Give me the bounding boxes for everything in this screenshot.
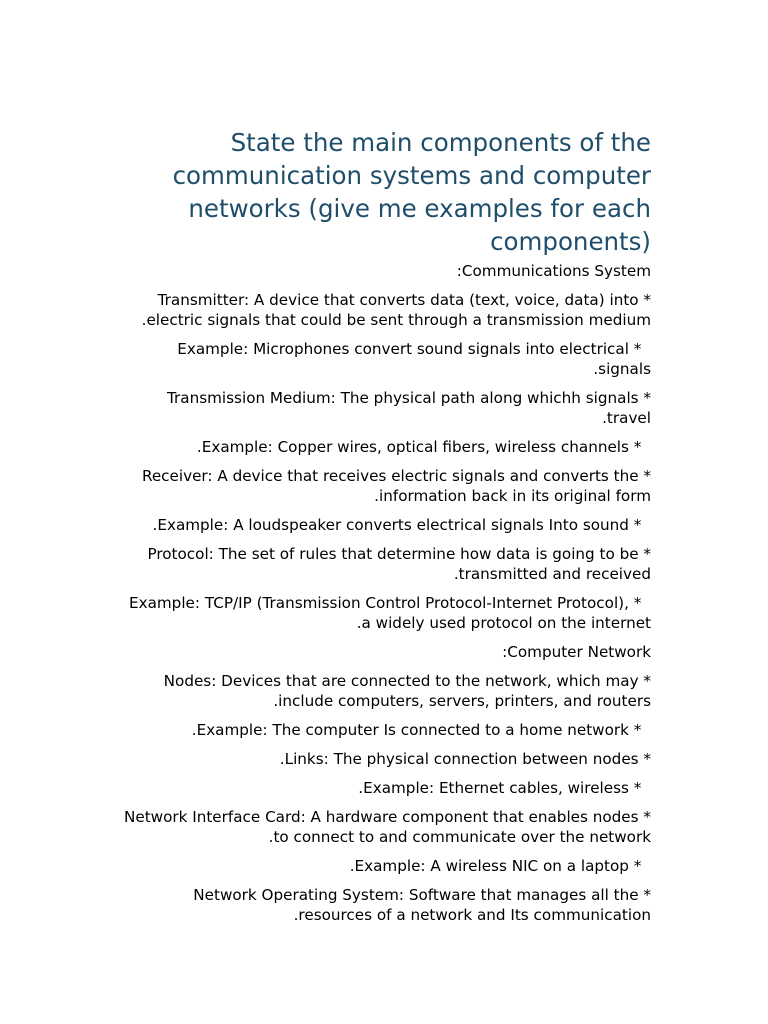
text-line: .a widely used protocol on the internet	[356, 614, 651, 632]
paragraph-protocol-example	[100, 593, 651, 633]
text-line: .Example: Ethernet cables, wireless *	[358, 779, 651, 797]
text-line: .resources of a network and Its communication	[293, 906, 651, 924]
paragraph-links-example	[100, 778, 651, 798]
text-line: .Links: The physical connection between nodes *	[279, 750, 651, 768]
section-heading: :Communications System	[456, 262, 651, 280]
text-line: Network Interface Card: A hardware component that enables nodes *	[124, 808, 651, 826]
paragraph-nic	[100, 807, 651, 847]
document-title	[100, 126, 651, 258]
paragraph-transmitter	[100, 290, 651, 330]
paragraph-nos	[100, 885, 651, 925]
text-line: Network Operating System: Software that manages all the *	[193, 886, 651, 904]
text-line: .Example: A loudspeaker converts electrical signals Into sound *	[152, 516, 651, 534]
paragraph-transmitter-example	[100, 339, 651, 379]
section-heading: :Computer Network	[502, 643, 651, 661]
paragraph-receiver	[100, 466, 651, 506]
title-line: State the main components of the	[230, 128, 651, 157]
text-line: .signals	[593, 360, 651, 378]
paragraph-receiver-example	[100, 515, 651, 535]
title-line: networks (give me examples for each	[188, 194, 651, 223]
text-line: .information back in its original form	[374, 487, 651, 505]
text-line: .Example: The computer Is connected to a home network *	[191, 721, 651, 739]
text-line: .travel	[602, 409, 651, 427]
paragraph-nic-example	[100, 856, 651, 876]
title-line: communication systems and computer	[172, 161, 651, 190]
section-communications-system	[100, 261, 651, 633]
text-line: .electric signals that could be sent through a transmission medium	[141, 311, 651, 329]
title-line: components)	[490, 227, 651, 256]
text-line: Protocol: The set of rules that determine how data is going to be *	[147, 545, 651, 563]
document-page	[100, 126, 651, 925]
paragraph-transmission-medium	[100, 388, 651, 428]
paragraph-links	[100, 749, 651, 769]
text-line: Example: TCP/IP (Transmission Control Protocol-Internet Protocol), *	[129, 594, 651, 612]
text-line: Transmission Medium: The physical path along whichh signals *	[167, 389, 651, 407]
text-line: .include computers, servers, printers, and routers	[273, 692, 651, 710]
text-line: .to connect to and communicate over the network	[268, 828, 651, 846]
text-line: .Example: Copper wires, optical fibers, wireless channels *	[196, 438, 651, 456]
paragraph-protocol	[100, 544, 651, 584]
paragraph-nodes-example	[100, 720, 651, 740]
text-line: Transmitter: A device that converts data (text, voice, data) into *	[157, 291, 651, 309]
text-line: .transmitted and received	[453, 565, 651, 583]
text-line: Example: Microphones convert sound signals into electrical *	[177, 340, 651, 358]
section-computer-network	[100, 642, 651, 925]
text-line: Receiver: A device that receives electric signals and converts the *	[141, 467, 651, 485]
text-line: Nodes: Devices that are connected to the network, which may *	[163, 672, 651, 690]
text-line: .Example: A wireless NIC on a laptop *	[349, 857, 651, 875]
paragraph-nodes	[100, 671, 651, 711]
paragraph-medium-example	[100, 437, 651, 457]
